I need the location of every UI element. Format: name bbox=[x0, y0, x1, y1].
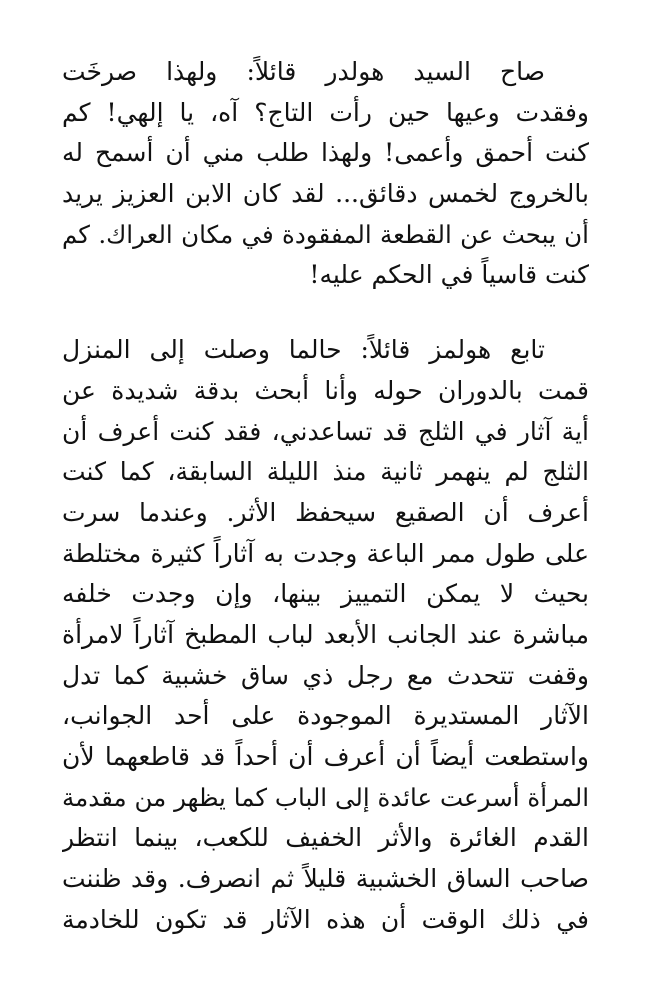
text-line: كنت قاسياً في الحكم عليه! bbox=[309, 260, 589, 290]
text-line: أية آثار في الثلج قد تساعدني، فقد كنت أعرف أن bbox=[62, 416, 589, 446]
text-line: كنت أحمق وأعمى! ولهذا طلب مني أن أسمح له bbox=[62, 138, 589, 168]
text-line: وفقدت وعيها حين رأت التاج؟ آه، يا إلهي! كم bbox=[62, 97, 589, 127]
text-line: تابع هولمز قائلاً: حالما وصلت إلى المنزل bbox=[62, 335, 545, 365]
text-line: واستطعت أيضاً أن أعرف أن أحداً قد قاطعهما لأن bbox=[62, 742, 589, 771]
text-line: وقفت تتحدث مع رجل ذي ساق خشبية كما تدل bbox=[62, 660, 589, 690]
text-line: قمت بالدوران حوله وأنا أبحث بدقة شديدة عن bbox=[62, 375, 589, 405]
text-line: في ذلك الوقت أن هذه الآثار قد تكون للخادمة bbox=[62, 904, 589, 934]
paragraph-2 bbox=[62, 330, 589, 940]
paragraph-1 bbox=[62, 52, 589, 296]
text-line: على طول ممر الباعة وجدت به آثاراً كثيرة مختلطة bbox=[62, 538, 589, 568]
text-line: المرأة أسرعت عائدة إلى الباب كما يظهر من مقدمة bbox=[62, 782, 589, 812]
text-line: أعرف أن الصقيع سيحفظ الأثر. وعندما سرت bbox=[62, 497, 589, 527]
text-line: صاح السيد هولدر قائلاً: ولهذا صرخَت bbox=[62, 57, 545, 86]
text-line: مباشرة عند الجانب الأبعد لباب المطبخ آثاراً لامرأة bbox=[62, 619, 589, 649]
text-line: صاحب الساق الخشبية قليلاً ثم انصرف. وقد ظننت bbox=[62, 864, 589, 894]
text-line: بالخروج لخمس دقائق... لقد كان الابن العزيز يريد bbox=[62, 179, 589, 209]
text-line: بحيث لا يمكن التمييز بينها، وإن وجدت خلفه bbox=[62, 579, 589, 609]
text-line: أن يبحث عن القطعة المفقودة في مكان العراك. كم bbox=[62, 219, 589, 249]
text-line: القدم الغائرة والأثر الخفيف للكعب، بينما انتظر bbox=[62, 823, 589, 853]
text-line: الآثار المستديرة الموجودة على أحد الجوانب، bbox=[62, 701, 589, 731]
text-line: الثلج لم ينهمر ثانية منذ الليلة السابقة، كما كنت bbox=[62, 457, 589, 487]
paragraph-gap bbox=[62, 296, 589, 330]
